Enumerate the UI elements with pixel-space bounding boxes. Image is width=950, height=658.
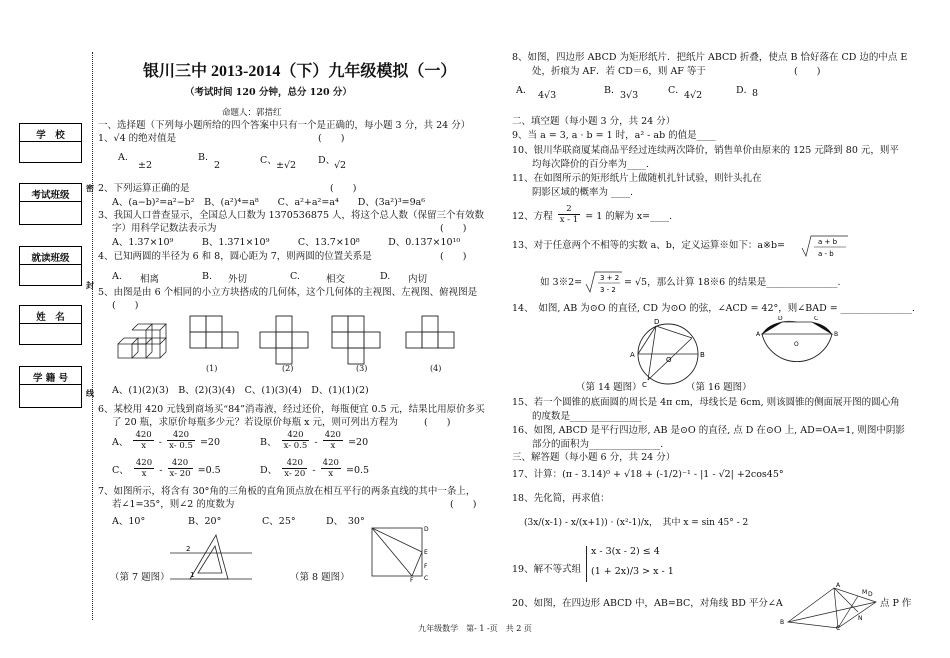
- q16-line2: 部分的面积为_______________.: [532, 439, 664, 450]
- q1-opt-c: ±√2: [276, 160, 297, 171]
- q19-line2: (1 + 2x)/3 > x - 1: [591, 566, 674, 577]
- home-class-label: 就读班级: [31, 253, 70, 264]
- q3-opts: A、1.37×10⁹ B、1.371×10⁹ C、13.7×10⁸ D、0.137×10¹⁰: [112, 237, 461, 248]
- margin-char-feng: 封: [86, 280, 94, 290]
- svg-text:N: N: [858, 615, 863, 622]
- q13-def-sqrt: [800, 234, 850, 260]
- svg-text:C: C: [836, 625, 841, 630]
- q8-opt-d: 8: [752, 88, 759, 99]
- q7-opt-c: C、25°: [262, 516, 296, 527]
- q17: 17、计算：(π - 3.14)⁰ + √18 + (-1/2)⁻¹ - |1 - √2| +2cos45°: [512, 469, 784, 480]
- svg-text:A: A: [756, 331, 761, 338]
- margin-char-mi: 密: [86, 183, 94, 193]
- q7-stem1: 7、如图所示，将含有 30°角的三角板的直角顶点放在相互平行的两条直线的其中一条上，: [98, 486, 476, 497]
- q6-eq-c: C、 $\frac{420}{x}$ - $\frac{420}{x- 20}$ =0.5: [112, 458, 221, 479]
- q5-label-3: (3): [356, 364, 368, 373]
- q7-opt-d: D、 30°: [326, 516, 365, 527]
- fig16-caption: （第 16 题图）: [686, 382, 752, 393]
- section3-heading: 三、解答题（每小题 6 分，共 24 分）: [512, 452, 676, 463]
- q1-opt-a: ±2: [138, 160, 153, 171]
- q8-paren: ( ): [794, 66, 821, 77]
- q1-opt-c-label: C、: [260, 155, 277, 166]
- q5-paren: ( ): [112, 300, 139, 311]
- q1-opt-d-label: D、: [318, 155, 336, 166]
- student-id-box[interactable]: [19, 366, 82, 408]
- q9: 9、当 a = 3, a · b = 1 时，a² - ab 的值是____: [512, 130, 716, 141]
- svg-text:B: B: [700, 351, 705, 359]
- svg-text:a + b: a + b: [818, 238, 838, 246]
- q16-line1: 16、如图, ABCD 是平行四边形, AB 是⊙O 的直径, 点 D 在⊙O 上, AD=OA=1, 则图中阴影: [512, 425, 905, 436]
- q4-opt-d-label: D.: [380, 271, 391, 282]
- q1-paren: ( ): [318, 133, 345, 144]
- q20-tail: 点 P 作: [880, 598, 912, 609]
- cube-solid-figure: [118, 324, 166, 358]
- fig7-caption: （第 7 题图）: [110, 572, 170, 583]
- svg-text:O: O: [666, 356, 672, 364]
- q4-opt-a-label: A.: [112, 271, 122, 282]
- school-label: 学 校: [36, 130, 65, 141]
- q8-opt-d-label: D．: [736, 85, 754, 96]
- q18-expression: (3x/(x-1) - x/(x+1)) · (x²-1)/x， 其中 x = sin 45° - 2: [524, 518, 749, 528]
- view-1: [190, 316, 238, 348]
- q4-opt-c-label: C.: [290, 271, 300, 282]
- q16-figure: [756, 316, 842, 376]
- q2-opts: A、(a−b)²=a²−b² B、(a²)⁴=a⁸ C、a²+a²=a⁴ D、(3a²)³=9a⁶: [112, 197, 426, 208]
- q8-stem1: 8、如图，四边形 ABCD 为矩形纸片．把纸片 ABCD 折叠，使点 B 恰好落在 CD 边的中点 E: [512, 52, 908, 63]
- student-id-label: 学 籍 号: [32, 373, 69, 384]
- q4-opt-c: 相交: [326, 274, 346, 285]
- q4-stem: 4、已知两圆的半径为 6 和 8，圆心距为 7，则两圆的位置关系是: [98, 251, 372, 262]
- q5-label-1: (1): [206, 364, 218, 373]
- q6-eq-a: A、 $\frac{420}{x}$ - $\frac{420}{x- 0.5}$ =20: [112, 430, 221, 451]
- q5-stem: 5、由图是由 6 个相同的小立方块搭成的几何体，这个几何体的主视图、左视图、俯视图是: [98, 287, 478, 298]
- q5-opts: A、(1)(2)(3) B、(2)(3)(4) C、(1)(3)(4) D、(1)(1)(2): [112, 385, 369, 396]
- q1-opt-b-label: B.: [198, 152, 209, 163]
- margin-char-xian: 线: [86, 388, 94, 398]
- q19-system: [586, 546, 674, 582]
- q14: 14、 如图, AB 为⊙O 的直径, CD 为⊙O 的弦，∠ACD = 42°，则∠BAD = _______________.: [512, 303, 915, 314]
- q19: 19、解不等式组: [512, 564, 582, 575]
- svg-text:C: C: [642, 381, 647, 388]
- q8-stem2: 处，折痕为 AF．若 CD＝6，则 AF 等于: [532, 66, 706, 77]
- section1-heading: 一、选择题（下列每小题所给的四个答案中只有一个是正确的，每小题 3 分，共 24 分）: [98, 120, 471, 131]
- svg-text:3 + 2: 3 + 2: [600, 274, 620, 282]
- svg-text:F: F: [424, 563, 428, 570]
- q3-stem2: 字）用科学记数法表示为: [112, 223, 217, 234]
- binding-dotted-line: [92, 52, 93, 620]
- school-box[interactable]: [19, 123, 82, 163]
- q13-example-sqrt: [584, 270, 624, 296]
- q2-paren: ( ): [330, 183, 357, 194]
- fig8-caption: （第 8 题图）: [290, 572, 350, 583]
- q1-opt-d: √2: [334, 160, 347, 171]
- q8-opt-b: 3√3: [620, 90, 639, 101]
- q4-opt-b: 外切: [228, 274, 248, 285]
- q6-eq-d: D、 $\frac{420}{x- 20}$ - $\frac{420}{x}$ =0.5: [260, 458, 370, 479]
- svg-text:a - b: a - b: [818, 250, 834, 258]
- view-2: [260, 316, 308, 364]
- exam-title: 银川三中 2013-2014（下）九年级模拟（一）: [143, 63, 457, 80]
- exam-class-box[interactable]: [19, 183, 82, 225]
- q7-stem2: 若∠1=35°，则∠2 的度数为: [112, 499, 235, 510]
- q5-label-2: (2): [282, 364, 294, 373]
- q5-label-4: (4): [430, 364, 442, 373]
- svg-text:D: D: [778, 316, 783, 322]
- q13-line3: = √5，那么计算 18※6 的结果是_______________.: [624, 277, 841, 288]
- q20: 20、如图，在四边形 ABCD 中，AB=BC，对角线 BD 平分∠A: [512, 598, 783, 609]
- q3-stem1: 3、我国人口普查显示，全国总人口数为 1370536875 人，将这个总人数（保留三个有效数: [98, 210, 485, 221]
- q8-opt-a: 4√3: [538, 90, 557, 101]
- svg-text:D: D: [424, 526, 429, 533]
- q4-opt-b-label: B.: [202, 271, 213, 282]
- q1-opt-a-label: A.: [118, 152, 128, 163]
- q7-opt-b: B、20°: [188, 516, 222, 527]
- q6-stem1: 6、某校用 420 元钱到商场买“84”消毒液，经过还价，每瓶便宜 0.5 元，结果比用原价多买: [98, 404, 485, 415]
- q4-opt-d: 内切: [408, 274, 428, 285]
- q11-line1: 11、在如图所示的矩形纸片上做随机扎针试验，则针头扎在: [512, 173, 762, 184]
- view-3: [332, 316, 380, 364]
- q14-figure: [618, 316, 714, 388]
- view-4: [406, 316, 454, 348]
- svg-text:C: C: [424, 575, 429, 582]
- q7-opt-a: A、10°: [112, 516, 146, 527]
- q18: 18、先化简，再求值：: [512, 493, 610, 504]
- author: 命题人：郭措红: [222, 108, 282, 118]
- q1-stem: 1、√4 的绝对值是: [98, 133, 177, 144]
- q8-opt-c: 4√2: [684, 90, 703, 101]
- svg-text:D: D: [654, 318, 660, 326]
- q2-stem: 2、下列运算正确的是: [98, 183, 190, 194]
- svg-text:B: B: [780, 619, 785, 626]
- q12: 12、方程 $\frac{2}{x - 1}$ = 1 的解为 x=____.: [512, 204, 673, 225]
- q10-line2: 均每次降价的百分率为____.: [532, 159, 650, 170]
- home-class-box[interactable]: [19, 246, 82, 286]
- exam-subtitle: （考试时间 120 分钟，总分 120 分）: [185, 87, 352, 98]
- q7-paren: ( ): [450, 499, 477, 510]
- q4-paren: ( ): [440, 251, 467, 262]
- svg-text:B: B: [834, 331, 839, 338]
- q13-line1: 13、对于任意两个不相等的实数 a、b，定义运算※如下：a※b=: [512, 240, 786, 251]
- svg-text:C: C: [814, 316, 819, 322]
- q15-line2: 的度数是_______________: [532, 411, 642, 422]
- q13-line2: 如 3※2=: [540, 277, 583, 288]
- svg-text:M: M: [862, 589, 868, 596]
- q15-line1: 15、若一个圆锥的底面圆的周长是 4π cm，母线长是 6cm, 则该圆锥的侧面展开图的圆心角: [512, 397, 900, 408]
- q6-stem2: 了 20 瓶，求原价每瓶多少元？若设原价每瓶 x 元，则可列出方程为: [112, 417, 399, 428]
- q10-line1: 10、银川华联商厦某商品平经过连续两次降价，销售单价由原来的 125 元降到 80 元，则平: [512, 145, 899, 156]
- q8-opt-b-label: B．: [604, 85, 621, 96]
- svg-text:D: D: [868, 591, 873, 598]
- q1-opt-b: 2: [214, 160, 221, 171]
- svg-text:A: A: [630, 351, 635, 359]
- q4-opt-a: 相离: [140, 274, 160, 285]
- exam-class-label: 考试班级: [31, 190, 70, 201]
- svg-text:F: F: [410, 577, 414, 582]
- svg-text:3 - 2: 3 - 2: [600, 286, 616, 294]
- q7-figure: [160, 527, 260, 587]
- page-footer: 九年级数学 第- 1 -页 共 2 页: [418, 624, 532, 633]
- svg-text:E: E: [424, 549, 428, 556]
- svg-text:O: O: [794, 341, 799, 348]
- q19-line1: x - 3(x - 2) ≤ 4: [591, 546, 660, 557]
- q8-opt-c-label: C．: [668, 85, 685, 96]
- svg-text:2: 2: [186, 545, 191, 553]
- q8-figure: [362, 522, 438, 582]
- q6-paren: ( ): [424, 417, 451, 428]
- section2-heading: 二、填空题（每小题 3 分，共 24 分）: [512, 116, 676, 127]
- q8-opt-a-label: A．: [516, 85, 533, 96]
- name-label: 姓 名: [36, 312, 65, 323]
- q11-line2: 阴影区域的概率为 ____.: [532, 187, 634, 198]
- fig14-caption: （第 14 题图）: [576, 382, 642, 393]
- svg-text:A: A: [836, 582, 841, 589]
- svg-text:1: 1: [190, 571, 195, 579]
- q6-eq-b: B、 $\frac{420}{x- 0.5}$ - $\frac{420}{x}$ =20: [260, 430, 369, 451]
- q3-paren: ( ): [440, 223, 467, 234]
- name-box[interactable]: [19, 305, 82, 345]
